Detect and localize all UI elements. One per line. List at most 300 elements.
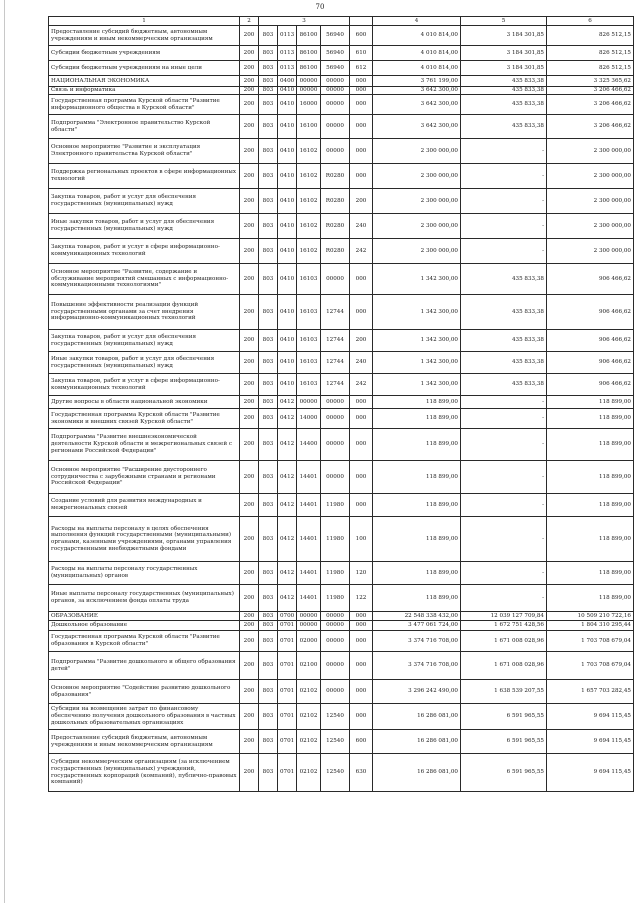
row-amount-v1: 118 899,00 (373, 517, 461, 562)
row-code-c2: 803 (259, 612, 278, 621)
row-code-c3: 0701 (278, 631, 297, 652)
row-code-c6: 600 (350, 730, 373, 754)
row-code-c4: 16102 (297, 139, 321, 164)
row-name: Государственная программа Курской области "Развитие экономики и внешних связей Курской области" (49, 409, 240, 429)
row-code-c3: 0701 (278, 754, 297, 792)
row-code-c6: 200 (350, 330, 373, 352)
row-code-c1: 200 (240, 612, 259, 621)
row-amount-v2: 6 591 965,55 (461, 704, 547, 730)
row-code-c1: 200 (240, 730, 259, 754)
table-row (49, 164, 634, 189)
row-code-c2: 803 (259, 95, 278, 115)
row-code-c5: 00000 (321, 461, 350, 494)
table-row (49, 264, 634, 295)
row-code-c4: 00000 (297, 612, 321, 621)
row-code-c2: 803 (259, 214, 278, 239)
row-code-c6: 630 (350, 754, 373, 792)
table-row (49, 214, 634, 239)
header-col-1: 1 (49, 17, 240, 26)
row-code-c4: 14401 (297, 494, 321, 517)
row-code-c4: 16103 (297, 352, 321, 374)
row-name: Подпрограмма "Электронное правительство Курской области" (49, 115, 240, 139)
row-code-c4: 02000 (297, 631, 321, 652)
row-code-c1: 200 (240, 631, 259, 652)
row-code-c6: 610 (350, 46, 373, 61)
row-amount-v3: 826 512,15 (547, 61, 634, 76)
row-code-c1: 200 (240, 239, 259, 264)
row-code-c2: 803 (259, 164, 278, 189)
row-amount-v3: 826 512,15 (547, 46, 634, 61)
row-amount-v1: 3 761 199,00 (373, 76, 461, 87)
row-code-c1: 200 (240, 330, 259, 352)
row-code-c2: 803 (259, 396, 278, 409)
row-name: Государственная программа Курской области "Развитие образования в Курской области" (49, 631, 240, 652)
table-row (49, 76, 634, 87)
row-code-c2: 803 (259, 76, 278, 87)
row-code-c5: 11980 (321, 517, 350, 562)
table-row (49, 26, 634, 46)
row-code-c6: 000 (350, 704, 373, 730)
row-amount-v3: 9 694 115,45 (547, 704, 634, 730)
table-row (49, 461, 634, 494)
row-code-c6: 242 (350, 239, 373, 264)
row-name: Закупка товаров, работ и услуг в сфере информационно-коммуникационных технологий (49, 239, 240, 264)
row-amount-v2: - (461, 139, 547, 164)
row-amount-v1: 4 010 814,00 (373, 46, 461, 61)
row-code-c5: R0280 (321, 189, 350, 214)
row-code-c5: 00000 (321, 396, 350, 409)
row-code-c5: 11980 (321, 562, 350, 585)
row-name: Государственная программа Курской области "Развитие информационного общества в Курской области" (49, 95, 240, 115)
row-code-c1: 200 (240, 704, 259, 730)
row-amount-v3: 118 899,00 (547, 429, 634, 461)
row-code-c3: 0410 (278, 139, 297, 164)
row-code-c6: 000 (350, 631, 373, 652)
row-amount-v1: 3 642 300,00 (373, 115, 461, 139)
table-row (49, 680, 634, 704)
table-row (49, 239, 634, 264)
row-code-c6: 100 (350, 517, 373, 562)
row-amount-v2: - (461, 396, 547, 409)
row-code-c3: 0113 (278, 26, 297, 46)
row-amount-v3: 118 899,00 (547, 396, 634, 409)
row-code-c6: 000 (350, 494, 373, 517)
row-code-c3: 0410 (278, 239, 297, 264)
row-code-c1: 200 (240, 585, 259, 612)
row-amount-v1: 118 899,00 (373, 396, 461, 409)
row-code-c2: 803 (259, 631, 278, 652)
row-amount-v3: 826 512,15 (547, 26, 634, 46)
row-code-c1: 200 (240, 46, 259, 61)
row-code-c1: 200 (240, 95, 259, 115)
row-code-c6: 000 (350, 87, 373, 95)
row-code-c6: 240 (350, 214, 373, 239)
row-code-c5: 00000 (321, 621, 350, 631)
row-code-c6: 000 (350, 461, 373, 494)
row-code-c1: 200 (240, 264, 259, 295)
row-code-c3: 0113 (278, 61, 297, 76)
row-code-c2: 803 (259, 374, 278, 396)
row-amount-v1: 3 296 242 490,00 (373, 680, 461, 704)
row-code-c4: 14401 (297, 562, 321, 585)
row-code-c2: 803 (259, 189, 278, 214)
row-amount-v3: 118 899,00 (547, 585, 634, 612)
row-code-c1: 200 (240, 562, 259, 585)
row-name: Иные закупки товаров, работ и услуг для обеспечения государственных (муниципальных) нужд (49, 214, 240, 239)
row-code-c5: 00000 (321, 612, 350, 621)
row-amount-v1: 2 300 000,00 (373, 239, 461, 264)
row-amount-v3: 10 509 210 722,16 (547, 612, 634, 621)
row-amount-v2: - (461, 494, 547, 517)
row-code-c5: 12744 (321, 352, 350, 374)
row-code-c4: 16100 (297, 115, 321, 139)
row-name: Подпрограмма "Развитие внешнеэкономической деятельности Курской области и межрегиональных связей с регионами Российской Федерации" (49, 429, 240, 461)
row-code-c5: 12744 (321, 374, 350, 396)
row-code-c3: 0412 (278, 562, 297, 585)
row-code-c1: 200 (240, 295, 259, 330)
row-code-c5: 00000 (321, 115, 350, 139)
table-row (49, 754, 634, 792)
row-code-c1: 200 (240, 374, 259, 396)
row-code-c2: 803 (259, 46, 278, 61)
row-code-c1: 200 (240, 680, 259, 704)
row-code-c5: 56940 (321, 46, 350, 61)
row-amount-v1: 3 477 061 724,00 (373, 621, 461, 631)
row-amount-v1: 16 286 081,00 (373, 704, 461, 730)
row-amount-v1: 118 899,00 (373, 585, 461, 612)
row-code-c6: 000 (350, 295, 373, 330)
row-code-c6: 000 (350, 139, 373, 164)
row-name: Предоставление субсидий бюджетным, автономным учреждениям и иным некоммерческим организациям (49, 26, 240, 46)
row-code-c1: 200 (240, 754, 259, 792)
table-row (49, 46, 634, 61)
row-code-c2: 803 (259, 517, 278, 562)
scan-edge (4, 0, 5, 903)
row-code-c2: 803 (259, 139, 278, 164)
row-amount-v2: 1 672 751 428,56 (461, 621, 547, 631)
row-code-c4: 02102 (297, 754, 321, 792)
row-code-c4: 14401 (297, 461, 321, 494)
table-row (49, 621, 634, 631)
table-row (49, 429, 634, 461)
header-col-6: 6 (547, 17, 634, 26)
row-code-c4: 00000 (297, 87, 321, 95)
row-code-c5: 00000 (321, 680, 350, 704)
row-amount-v2: - (461, 517, 547, 562)
row-amount-v3: 118 899,00 (547, 562, 634, 585)
row-code-c4: 00000 (297, 621, 321, 631)
row-code-c3: 0410 (278, 352, 297, 374)
row-code-c5: 00000 (321, 429, 350, 461)
row-name: Предоставление субсидий бюджетным, автономным учреждениям и иным некоммерческим организациям (49, 730, 240, 754)
row-name: Субсидии бюджетным учреждениям на иные цели (49, 61, 240, 76)
row-code-c6: 000 (350, 264, 373, 295)
header-col-4: 4 (373, 17, 461, 26)
row-amount-v3: 118 899,00 (547, 461, 634, 494)
table-row (49, 352, 634, 374)
row-code-c4: 16102 (297, 214, 321, 239)
row-code-c5: R0280 (321, 214, 350, 239)
row-code-c4: 14400 (297, 429, 321, 461)
row-code-c4: 02100 (297, 652, 321, 680)
row-code-c3: 0412 (278, 585, 297, 612)
header-col-3: 3 (259, 17, 350, 26)
row-code-c1: 200 (240, 352, 259, 374)
row-name: Основное мероприятие "Развитие и эксплуатация Электронного правительства Курской области" (49, 139, 240, 164)
row-code-c3: 0410 (278, 87, 297, 95)
row-code-c1: 200 (240, 87, 259, 95)
row-code-c2: 803 (259, 87, 278, 95)
table-row (49, 87, 634, 95)
row-code-c1: 200 (240, 517, 259, 562)
row-code-c3: 0410 (278, 295, 297, 330)
row-code-c6: 000 (350, 409, 373, 429)
table-row (49, 115, 634, 139)
row-amount-v3: 3 206 466,62 (547, 95, 634, 115)
row-code-c2: 803 (259, 754, 278, 792)
row-code-c4: 86100 (297, 61, 321, 76)
table-row (49, 631, 634, 652)
row-code-c5: 00000 (321, 95, 350, 115)
row-code-c5: 00000 (321, 76, 350, 87)
table-row (49, 95, 634, 115)
row-amount-v1: 2 300 000,00 (373, 214, 461, 239)
row-amount-v2: 1 671 008 028,96 (461, 631, 547, 652)
header-col-2: 2 (240, 17, 259, 26)
row-code-c3: 0701 (278, 652, 297, 680)
row-name: Поддержка региональных проектов в сфере информационных технологий (49, 164, 240, 189)
row-code-c4: 16103 (297, 374, 321, 396)
row-amount-v1: 118 899,00 (373, 461, 461, 494)
row-code-c1: 200 (240, 429, 259, 461)
row-amount-v1: 1 342 300,00 (373, 374, 461, 396)
row-amount-v2: 435 833,38 (461, 264, 547, 295)
row-name: НАЦИОНАЛЬНАЯ ЭКОНОМИКА (49, 76, 240, 87)
row-code-c5: 00000 (321, 631, 350, 652)
row-amount-v2: - (461, 585, 547, 612)
row-name: Иные выплаты персоналу государственных (муниципальных) органов, за исключением фонда оплаты труда (49, 585, 240, 612)
table-row (49, 517, 634, 562)
row-amount-v3: 906 466,62 (547, 352, 634, 374)
row-amount-v2: - (461, 164, 547, 189)
row-code-c3: 0410 (278, 330, 297, 352)
row-code-c2: 803 (259, 429, 278, 461)
row-name: Закупка товаров, работ и услуг для обеспечения государственных (муниципальных) нужд (49, 330, 240, 352)
row-code-c2: 803 (259, 461, 278, 494)
row-code-c2: 803 (259, 652, 278, 680)
row-code-c3: 0701 (278, 730, 297, 754)
row-amount-v1: 3 374 716 708,00 (373, 652, 461, 680)
row-amount-v3: 2 300 000,00 (547, 164, 634, 189)
row-amount-v3: 118 899,00 (547, 409, 634, 429)
row-code-c1: 200 (240, 115, 259, 139)
row-code-c5: 12540 (321, 754, 350, 792)
row-code-c4: 16103 (297, 330, 321, 352)
table-row (49, 295, 634, 330)
row-amount-v3: 3 206 466,62 (547, 115, 634, 139)
row-code-c3: 0410 (278, 95, 297, 115)
row-code-c1: 200 (240, 214, 259, 239)
row-code-c1: 200 (240, 461, 259, 494)
table-row (49, 494, 634, 517)
header-col-5: 5 (461, 17, 547, 26)
table-row (49, 704, 634, 730)
row-code-c5: 56940 (321, 61, 350, 76)
page-number: 70 (315, 3, 325, 11)
row-amount-v1: 118 899,00 (373, 409, 461, 429)
header-row (49, 17, 634, 26)
row-code-c5: 56940 (321, 26, 350, 46)
row-code-c3: 0412 (278, 517, 297, 562)
row-amount-v2: 6 591 965,55 (461, 754, 547, 792)
row-name: Создание условий для развития международных и межрегиональных связей (49, 494, 240, 517)
row-amount-v3: 906 466,62 (547, 264, 634, 295)
row-code-c2: 803 (259, 26, 278, 46)
row-name: Закупка товаров, работ и услуг для обеспечения государственных (муниципальных) нужд (49, 189, 240, 214)
row-amount-v1: 16 286 081,00 (373, 730, 461, 754)
row-code-c2: 803 (259, 239, 278, 264)
row-amount-v3: 9 694 115,45 (547, 730, 634, 754)
row-code-c5: 12744 (321, 295, 350, 330)
row-amount-v2: 435 833,38 (461, 352, 547, 374)
row-code-c4: 16102 (297, 164, 321, 189)
table-row (49, 189, 634, 214)
table-row (49, 730, 634, 754)
row-code-c2: 803 (259, 264, 278, 295)
row-code-c1: 200 (240, 494, 259, 517)
row-code-c1: 200 (240, 139, 259, 164)
row-name: Субсидии бюджетным учреждениям (49, 46, 240, 61)
table-row (49, 409, 634, 429)
header-col-blank (350, 17, 373, 26)
row-amount-v1: 118 899,00 (373, 494, 461, 517)
row-amount-v1: 1 342 300,00 (373, 352, 461, 374)
row-code-c3: 0410 (278, 115, 297, 139)
row-amount-v1: 1 342 300,00 (373, 264, 461, 295)
row-amount-v2: 435 833,38 (461, 87, 547, 95)
row-name: Иные закупки товаров, работ и услуг для обеспечения государственных (муниципальных) нужд (49, 352, 240, 374)
row-amount-v3: 1 657 703 282,45 (547, 680, 634, 704)
row-amount-v2: 435 833,38 (461, 76, 547, 87)
row-code-c4: 16102 (297, 239, 321, 264)
row-amount-v2: 435 833,38 (461, 330, 547, 352)
row-code-c3: 0113 (278, 46, 297, 61)
row-amount-v2: 3 184 301,85 (461, 61, 547, 76)
row-code-c4: 02102 (297, 680, 321, 704)
row-code-c6: 000 (350, 680, 373, 704)
row-amount-v3: 906 466,62 (547, 295, 634, 330)
row-amount-v3: 2 300 000,00 (547, 189, 634, 214)
row-code-c1: 200 (240, 652, 259, 680)
row-code-c4: 00000 (297, 396, 321, 409)
row-amount-v3: 906 466,62 (547, 330, 634, 352)
row-code-c2: 803 (259, 409, 278, 429)
table-row (49, 396, 634, 409)
table-row (49, 374, 634, 396)
row-name: Основное мероприятие "Расширение двустороннего сотрудничества с зарубежными странами и регионами Российской Федерации" (49, 461, 240, 494)
row-amount-v3: 9 694 115,45 (547, 754, 634, 792)
budget-table (48, 16, 634, 792)
row-code-c5: 00000 (321, 87, 350, 95)
row-amount-v1: 118 899,00 (373, 429, 461, 461)
row-amount-v1: 1 342 300,00 (373, 295, 461, 330)
table-row (49, 585, 634, 612)
row-code-c1: 200 (240, 409, 259, 429)
row-amount-v3: 2 300 000,00 (547, 139, 634, 164)
row-code-c5: 11980 (321, 494, 350, 517)
row-code-c6: 000 (350, 652, 373, 680)
row-code-c3: 0412 (278, 396, 297, 409)
row-code-c6: 000 (350, 396, 373, 409)
row-code-c3: 0410 (278, 264, 297, 295)
row-code-c3: 0410 (278, 374, 297, 396)
row-code-c2: 803 (259, 680, 278, 704)
row-code-c3: 0701 (278, 704, 297, 730)
row-code-c5: 12540 (321, 704, 350, 730)
row-code-c4: 16000 (297, 95, 321, 115)
row-amount-v3: 1 703 708 679,04 (547, 652, 634, 680)
row-code-c5: 00000 (321, 409, 350, 429)
row-amount-v1: 3 374 716 708,00 (373, 631, 461, 652)
row-code-c3: 0701 (278, 621, 297, 631)
row-name: Основное мероприятие "Содействие развитию дошкольного образования" (49, 680, 240, 704)
row-code-c3: 0410 (278, 214, 297, 239)
row-amount-v2: 435 833,38 (461, 374, 547, 396)
row-name: Другие вопросы в области национальной экономики (49, 396, 240, 409)
row-name: ОБРАЗОВАНИЕ (49, 612, 240, 621)
row-code-c4: 16102 (297, 189, 321, 214)
row-amount-v3: 1 804 310 295,44 (547, 621, 634, 631)
row-name: Субсидии некоммерческим организациям (за исключением государственных (муниципальных) учреждений, государственных корпораций (компаний), публично-правовых компаний) (49, 754, 240, 792)
row-amount-v1: 2 300 000,00 (373, 164, 461, 189)
row-code-c3: 0412 (278, 494, 297, 517)
row-code-c5: R0280 (321, 239, 350, 264)
row-name: Расходы на выплаты персоналу государственных (муниципальных) органов (49, 562, 240, 585)
row-name: Повышение эффективности реализации функций государственными органами за счет внедрения информационно-коммуникационных технологий (49, 295, 240, 330)
row-code-c6: 000 (350, 95, 373, 115)
row-code-c2: 803 (259, 562, 278, 585)
row-code-c1: 200 (240, 164, 259, 189)
row-code-c2: 803 (259, 330, 278, 352)
row-amount-v2: - (461, 429, 547, 461)
row-name: Связь и информатика (49, 87, 240, 95)
row-code-c3: 0410 (278, 164, 297, 189)
row-code-c5: 00000 (321, 264, 350, 295)
row-amount-v2: 435 833,38 (461, 95, 547, 115)
row-code-c5: 11980 (321, 585, 350, 612)
row-name: Закупка товаров, работ и услуг в сфере информационно-коммуникационных технологий (49, 374, 240, 396)
row-amount-v2: 1 671 008 028,96 (461, 652, 547, 680)
row-amount-v2: - (461, 562, 547, 585)
row-code-c1: 200 (240, 189, 259, 214)
row-code-c2: 803 (259, 730, 278, 754)
row-amount-v3: 118 899,00 (547, 517, 634, 562)
row-code-c4: 16103 (297, 295, 321, 330)
row-code-c1: 200 (240, 621, 259, 631)
row-code-c6: 000 (350, 115, 373, 139)
row-amount-v1: 22 548 338 432,00 (373, 612, 461, 621)
row-code-c1: 200 (240, 61, 259, 76)
row-amount-v2: 435 833,38 (461, 115, 547, 139)
row-amount-v1: 4 010 814,00 (373, 61, 461, 76)
row-code-c6: 240 (350, 352, 373, 374)
row-code-c3: 0412 (278, 429, 297, 461)
row-amount-v2: 435 833,38 (461, 295, 547, 330)
row-code-c4: 14401 (297, 585, 321, 612)
row-code-c3: 0700 (278, 612, 297, 621)
row-amount-v3: 118 899,00 (547, 494, 634, 517)
row-amount-v2: 3 184 301,85 (461, 46, 547, 61)
